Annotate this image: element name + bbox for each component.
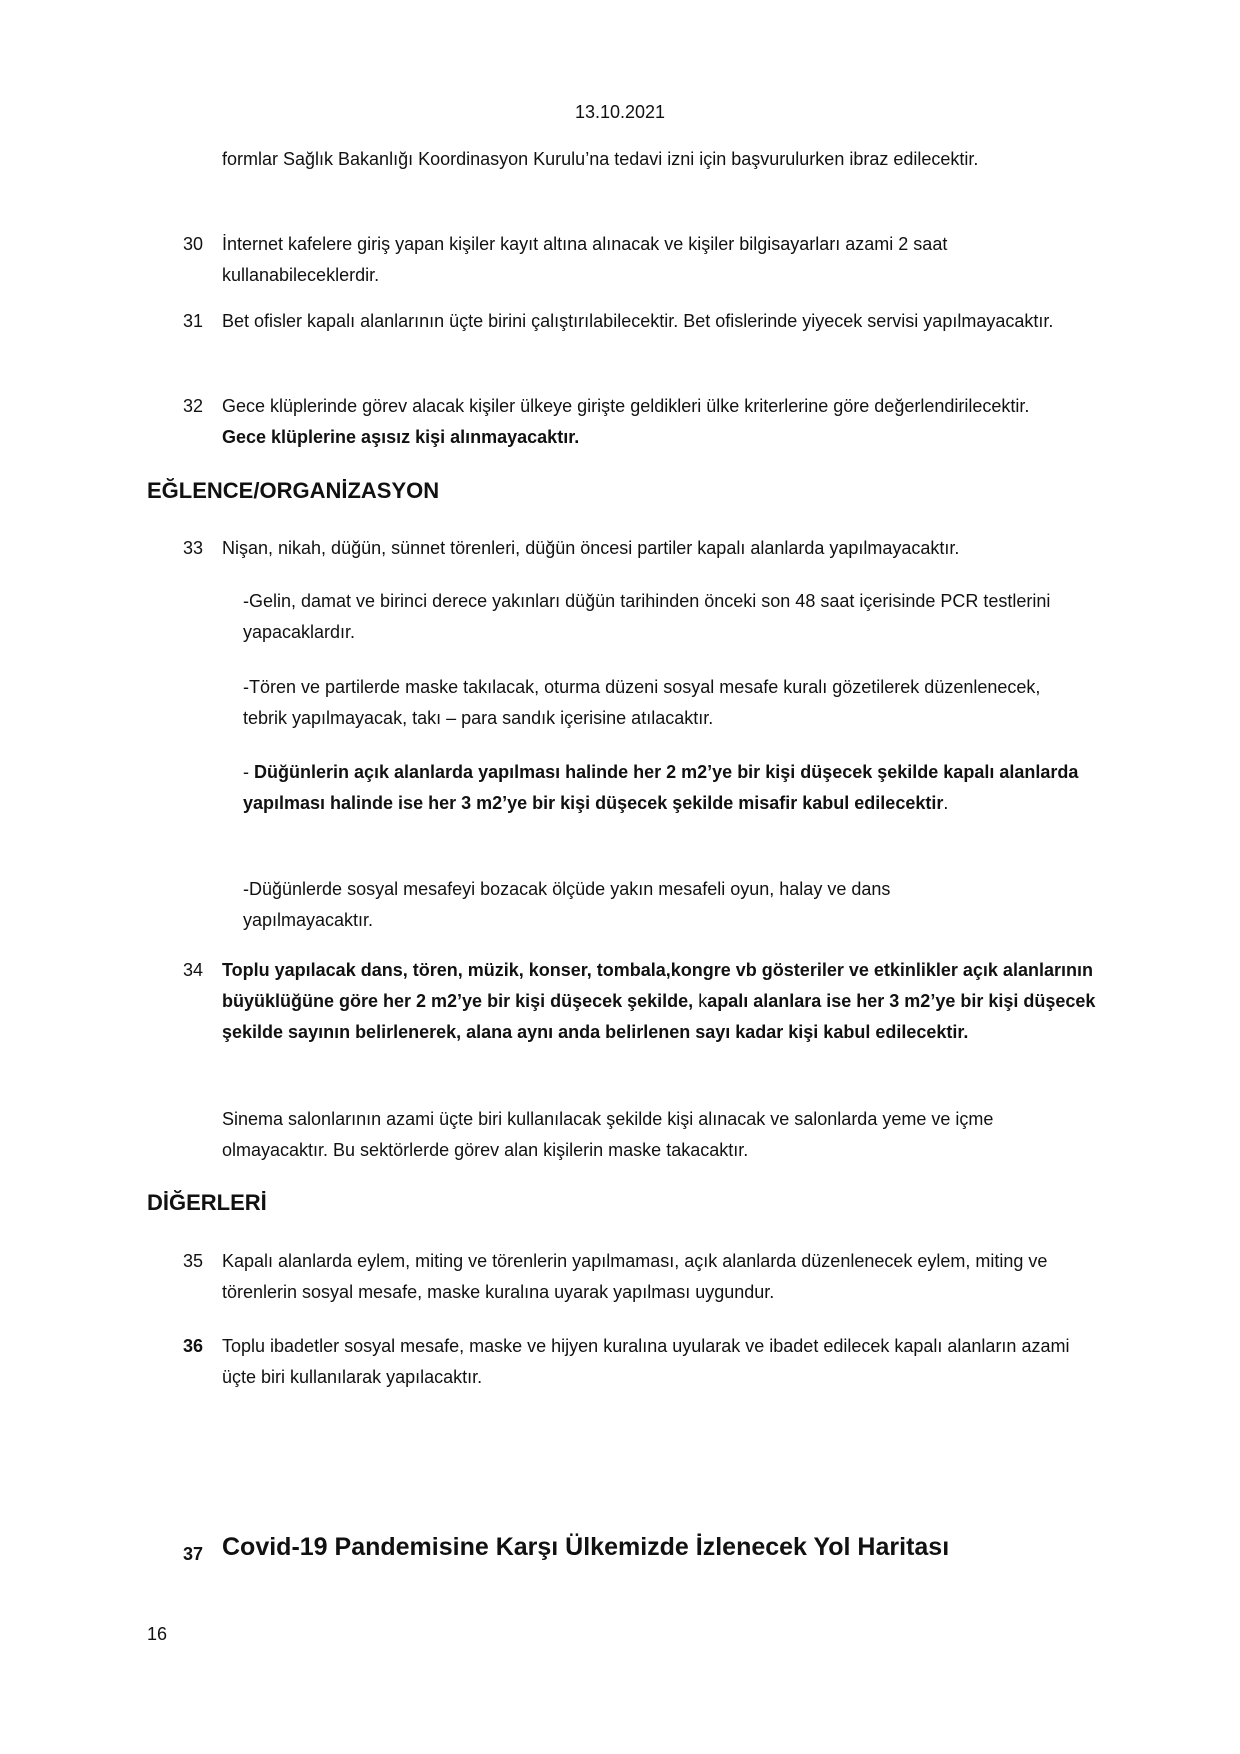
item-number-36: 36	[183, 1336, 204, 1356]
intro-paragraph: formlar Sağlık Bakanlığı Koordinasyon Kurulu’na tedavi izni için başvurulurken ibraz edilecektir.	[222, 149, 979, 169]
bold-sub-suffix: .	[943, 793, 949, 813]
item-33-sub-1: -Gelin, damat ve birinci derece yakınları düğün tarihinden önceki son 48 saat içerisinde PCR testlerini yapacaklardır.	[243, 591, 1051, 642]
item-31-text: Bet ofisler kapalı alanlarının üçte birini çalıştırılabilecektir. Bet ofislerinde yiyecek servisi yapılmayacaktır.	[222, 311, 1054, 331]
item-34-text	[222, 955, 1117, 1048]
item-33-sub-bold	[243, 757, 1098, 819]
item-33-text: Nişan, nikah, düğün, sünnet törenleri, düğün öncesi partiler kapalı alanlarda yapılmayacaktır.	[222, 538, 960, 558]
page-date: 13.10.2021	[574, 102, 666, 122]
item-number-32: 32	[183, 396, 204, 416]
item-number-37: 37	[183, 1544, 204, 1564]
item-34-bold-a: Toplu yapılacak dans, tören, müzik, konser, tombala,kongre vb gösteriler ve etkinlikler açık alanlarının büyüklüğüne göre her 2 m2’ye bir kişi düşecek şekilde,	[222, 960, 1093, 1011]
item-36-text: Toplu ibadetler sosyal mesafe, maske ve hijyen kuralına uyularak ve ibadet edilecek kapalı alanların azami üçte biri kullanılarak yapılacaktır.	[222, 1336, 1070, 1387]
item-33-sub-2: -Tören ve partilerde maske takılacak, oturma düzeni sosyal mesafe kuralı gözetilerek düzenlenecek, tebrik yapılmayacak, takı – para sandık içerisine atılacaktır.	[243, 677, 1041, 728]
item-number-35: 35	[183, 1251, 204, 1271]
bold-sub-prefix: -	[243, 762, 254, 782]
item-32-normal: Gece klüplerinde görev alacak kişiler ülkeye girişte geldikleri ülke kriterlerine göre değerlendirilecektir.	[222, 396, 1030, 416]
section-heading-others: DİĞERLERİ	[147, 1190, 267, 1215]
bold-sub-text: Düğünlerin açık alanlarda yapılması halinde her 2 m2’ye bir kişi düşecek şekilde kapalı alanlarda yapılması halinde ise her 3 m2’ye bir kişi düşecek şekilde misafir kabul edilecektir	[243, 762, 1079, 813]
section-heading-entertainment: EĞLENCE/ORGANİZASYON	[147, 478, 440, 503]
item-number-31: 31	[183, 311, 204, 331]
item-33-sub-4: -Düğünlerde sosyal mesafeyi bozacak ölçüde yakın mesafeli oyun, halay ve dans yapılmayacaktır.	[243, 879, 891, 930]
item-35-text: Kapalı alanlarda eylem, miting ve törenlerin yapılmaması, açık alanlarda düzenlenecek eylem, miting ve törenlerin sosyal mesafe, maske kuralına uyarak yapılması uygundur.	[222, 1251, 1048, 1302]
cinema-paragraph: Sinema salonlarının azami üçte biri kullanılacak şekilde kişi alınacak ve salonlarda yeme ve içme olmayacaktır. Bu sektörlerde görev alan kişilerin maske takacaktır.	[222, 1109, 994, 1160]
item-32-bold: Gece klüplerine aşısız kişi alınmayacaktır.	[222, 427, 580, 447]
item-number-30: 30	[183, 234, 204, 254]
item-number-33: 33	[183, 538, 204, 558]
page-number: 16	[147, 1624, 168, 1644]
item-32-text	[222, 391, 1042, 453]
item-30-text: İnternet kafelere giriş yapan kişiler kayıt altına alınacak ve kişiler bilgisayarları azami 2 saat kullanabileceklerdir.	[222, 234, 948, 285]
item-number-34: 34	[183, 960, 204, 980]
item-34-bold-b: apalı alanlara ise her 3 m2’ye bir kişi düşecek şekilde sayının belirlenerek, alana aynı anda belirlenen sayı kadar kişi kabul edilecektir.	[222, 991, 1096, 1042]
item-34-normal-k: k	[698, 991, 708, 1011]
roadmap-heading: Covid-19 Pandemisine Karşı Ülkemizde İzlenecek Yol Haritası	[222, 1533, 950, 1561]
